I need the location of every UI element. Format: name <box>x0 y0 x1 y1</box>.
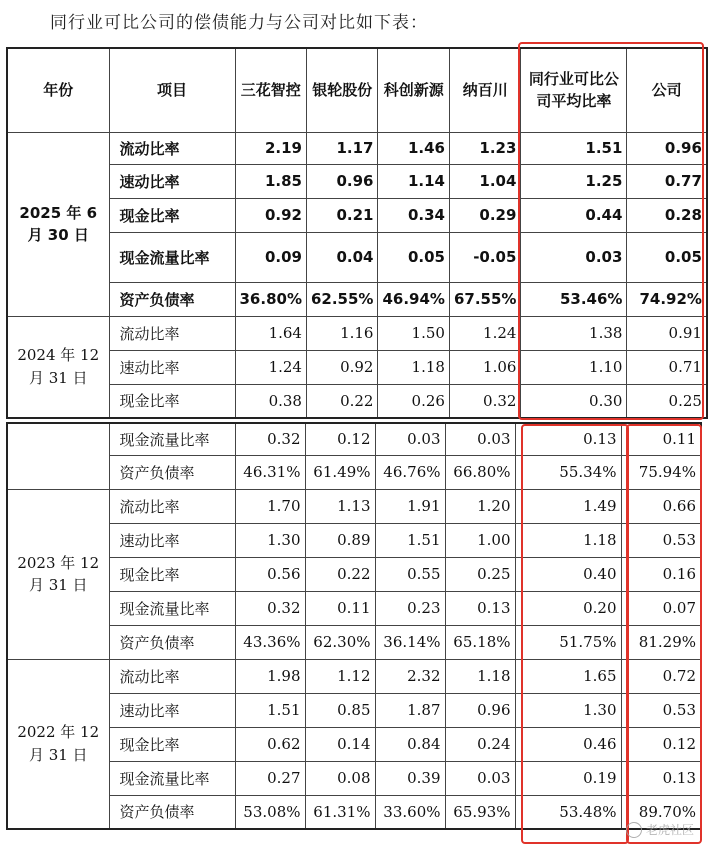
value-cell: 0.23 <box>375 591 445 625</box>
table-row <box>7 795 701 829</box>
value-cell: 0.66 <box>621 489 701 523</box>
value-cell: 0.71 <box>627 350 707 384</box>
value-cell: 0.56 <box>235 557 305 591</box>
value-cell: 62.30% <box>305 625 375 659</box>
table-row <box>7 523 701 557</box>
solvency-table-part1 <box>6 47 708 419</box>
value-cell: 1.00 <box>445 523 515 557</box>
value-cell: 1.24 <box>235 350 306 384</box>
header-yinlun: 银轮股份 <box>306 48 377 132</box>
value-cell: 0.03 <box>521 232 627 282</box>
value-cell: 36.80% <box>235 282 306 316</box>
table-row <box>7 316 707 350</box>
value-cell: 0.08 <box>305 761 375 795</box>
value-cell: 1.25 <box>521 164 627 198</box>
value-cell: 0.21 <box>306 198 377 232</box>
value-cell: 0.46 <box>515 727 621 761</box>
metric-label: 流动比率 <box>109 659 235 693</box>
table-row <box>7 282 707 316</box>
year-cell: 2024 年 12 月 31 日 <box>7 316 109 418</box>
caption: 同行业可比公司的偿债能力与公司对比如下表： <box>50 13 428 33</box>
metric-label: 现金流量比率 <box>109 591 235 625</box>
value-cell: 1.91 <box>375 489 445 523</box>
metric-label: 资产负债率 <box>109 282 235 316</box>
metric-label: 现金流量比率 <box>109 232 235 282</box>
value-cell: 0.04 <box>306 232 377 282</box>
value-cell: 75.94% <box>621 455 701 489</box>
metric-label: 速动比率 <box>109 523 235 557</box>
watermark-logo-icon <box>626 822 642 838</box>
header-industry-average: 同行业可比公司平均比率 <box>521 48 627 132</box>
table-row <box>7 164 707 198</box>
year-cell <box>7 423 109 489</box>
value-cell: 65.18% <box>445 625 515 659</box>
value-cell: 0.53 <box>621 523 701 557</box>
value-cell: 0.32 <box>235 591 305 625</box>
value-cell: 0.84 <box>375 727 445 761</box>
value-cell: 0.38 <box>235 384 306 418</box>
value-cell: 0.13 <box>515 423 621 455</box>
value-cell: 1.16 <box>306 316 377 350</box>
value-cell: 1.51 <box>521 132 627 164</box>
table-row <box>7 591 701 625</box>
value-cell: 1.17 <box>306 132 377 164</box>
value-cell: 33.60% <box>375 795 445 829</box>
value-cell: 1.30 <box>515 693 621 727</box>
metric-label: 资产负债率 <box>109 795 235 829</box>
value-cell: 0.40 <box>515 557 621 591</box>
value-cell: 0.77 <box>627 164 707 198</box>
value-cell: 46.76% <box>375 455 445 489</box>
table-row <box>7 232 707 282</box>
value-cell: 1.23 <box>449 132 520 164</box>
value-cell: 1.65 <box>515 659 621 693</box>
value-cell: 0.85 <box>305 693 375 727</box>
value-cell: 0.19 <box>515 761 621 795</box>
metric-label: 资产负债率 <box>109 625 235 659</box>
value-cell: 0.05 <box>378 232 449 282</box>
value-cell: 1.87 <box>375 693 445 727</box>
value-cell: 1.46 <box>378 132 449 164</box>
value-cell: 0.53 <box>621 693 701 727</box>
header-company: 公司 <box>627 48 707 132</box>
value-cell: 1.38 <box>521 316 627 350</box>
value-cell: 1.12 <box>305 659 375 693</box>
value-cell: 0.12 <box>305 423 375 455</box>
value-cell: 55.34% <box>515 455 621 489</box>
table-row <box>7 727 701 761</box>
value-cell: 1.14 <box>378 164 449 198</box>
value-cell: 61.31% <box>305 795 375 829</box>
table-row <box>7 423 701 455</box>
value-cell: 0.13 <box>445 591 515 625</box>
value-cell: 0.96 <box>306 164 377 198</box>
metric-label: 流动比率 <box>109 316 235 350</box>
metric-label: 现金比率 <box>109 198 235 232</box>
value-cell: 1.04 <box>449 164 520 198</box>
header-item: 项目 <box>109 48 235 132</box>
table-row <box>7 625 701 659</box>
year-cell: 2022 年 12 月 31 日 <box>7 659 109 829</box>
value-cell: 0.32 <box>235 423 305 455</box>
table-row <box>7 350 707 384</box>
value-cell: 36.14% <box>375 625 445 659</box>
value-cell: 0.34 <box>378 198 449 232</box>
value-cell: 1.98 <box>235 659 305 693</box>
metric-label: 现金比率 <box>109 384 235 418</box>
value-cell: 51.75% <box>515 625 621 659</box>
metric-label: 速动比率 <box>109 164 235 198</box>
header-row <box>7 48 707 132</box>
value-cell: 1.70 <box>235 489 305 523</box>
value-cell: 62.55% <box>306 282 377 316</box>
table-row <box>7 693 701 727</box>
value-cell: 0.25 <box>627 384 707 418</box>
value-cell: 1.18 <box>378 350 449 384</box>
value-cell: 65.93% <box>445 795 515 829</box>
metric-label: 现金流量比率 <box>109 423 235 455</box>
value-cell: 0.72 <box>621 659 701 693</box>
value-cell: 1.13 <box>305 489 375 523</box>
value-cell: 0.29 <box>449 198 520 232</box>
value-cell: 1.49 <box>515 489 621 523</box>
value-cell: 0.39 <box>375 761 445 795</box>
value-cell: 0.92 <box>235 198 306 232</box>
value-cell: 43.36% <box>235 625 305 659</box>
value-cell: 0.27 <box>235 761 305 795</box>
value-cell: 2.19 <box>235 132 306 164</box>
value-cell: 0.16 <box>621 557 701 591</box>
table-row <box>7 455 701 489</box>
value-cell: 0.12 <box>621 727 701 761</box>
value-cell: 46.94% <box>378 282 449 316</box>
value-cell: 1.50 <box>378 316 449 350</box>
header-nabaichuan: 纳百川 <box>449 48 520 132</box>
value-cell: 0.62 <box>235 727 305 761</box>
value-cell: 0.32 <box>449 384 520 418</box>
table-row <box>7 557 701 591</box>
value-cell: 53.48% <box>515 795 621 829</box>
metric-label: 现金比率 <box>109 727 235 761</box>
value-cell: 81.29% <box>621 625 701 659</box>
value-cell: 0.05 <box>627 232 707 282</box>
value-cell: 1.18 <box>445 659 515 693</box>
header-kechuang: 科创新源 <box>378 48 449 132</box>
value-cell: 0.03 <box>445 761 515 795</box>
value-cell: 0.11 <box>621 423 701 455</box>
value-cell: 66.80% <box>445 455 515 489</box>
value-cell: 0.89 <box>305 523 375 557</box>
value-cell: 67.55% <box>449 282 520 316</box>
table-row <box>7 384 707 418</box>
value-cell: 0.92 <box>306 350 377 384</box>
value-cell: 53.46% <box>521 282 627 316</box>
value-cell: 74.92% <box>627 282 707 316</box>
value-cell: 1.30 <box>235 523 305 557</box>
value-cell: 1.51 <box>375 523 445 557</box>
table-row <box>7 489 701 523</box>
value-cell: 46.31% <box>235 455 305 489</box>
value-cell: 0.03 <box>375 423 445 455</box>
value-cell: 1.10 <box>521 350 627 384</box>
value-cell: 0.91 <box>627 316 707 350</box>
value-cell: 61.49% <box>305 455 375 489</box>
value-cell: 53.08% <box>235 795 305 829</box>
value-cell: 0.03 <box>445 423 515 455</box>
value-cell: 1.64 <box>235 316 306 350</box>
value-cell: 2.32 <box>375 659 445 693</box>
metric-label: 现金比率 <box>109 557 235 591</box>
value-cell: 1.20 <box>445 489 515 523</box>
year-cell: 2023 年 12 月 31 日 <box>7 489 109 659</box>
metric-label: 流动比率 <box>109 132 235 164</box>
watermark: 老虎社区 <box>626 821 694 839</box>
year-cell: 2025 年 6 月 30 日 <box>7 132 109 316</box>
table-row <box>7 198 707 232</box>
table-row <box>7 132 707 164</box>
value-cell: 0.07 <box>621 591 701 625</box>
value-cell: 0.26 <box>378 384 449 418</box>
table-row <box>7 659 701 693</box>
value-cell: 1.85 <box>235 164 306 198</box>
metric-label: 流动比率 <box>109 489 235 523</box>
header-sanhua: 三花智控 <box>235 48 306 132</box>
value-cell: 1.51 <box>235 693 305 727</box>
table-row <box>7 761 701 795</box>
value-cell: 0.14 <box>305 727 375 761</box>
value-cell: 1.24 <box>449 316 520 350</box>
value-cell: 0.11 <box>305 591 375 625</box>
value-cell: 0.30 <box>521 384 627 418</box>
value-cell: 0.13 <box>621 761 701 795</box>
value-cell: 0.96 <box>445 693 515 727</box>
value-cell: 0.22 <box>305 557 375 591</box>
value-cell: 1.06 <box>449 350 520 384</box>
metric-label: 现金流量比率 <box>109 761 235 795</box>
solvency-table-part2 <box>6 422 702 830</box>
value-cell: 0.28 <box>627 198 707 232</box>
metric-label: 速动比率 <box>109 693 235 727</box>
value-cell: 0.55 <box>375 557 445 591</box>
value-cell: -0.05 <box>449 232 520 282</box>
value-cell: 0.44 <box>521 198 627 232</box>
value-cell: 89.70% <box>621 795 701 829</box>
metric-label: 资产负债率 <box>109 455 235 489</box>
value-cell: 1.18 <box>515 523 621 557</box>
header-year: 年份 <box>7 48 109 132</box>
value-cell: 0.24 <box>445 727 515 761</box>
value-cell: 0.20 <box>515 591 621 625</box>
value-cell: 0.25 <box>445 557 515 591</box>
value-cell: 0.22 <box>306 384 377 418</box>
metric-label: 速动比率 <box>109 350 235 384</box>
value-cell: 0.96 <box>627 132 707 164</box>
value-cell: 0.09 <box>235 232 306 282</box>
